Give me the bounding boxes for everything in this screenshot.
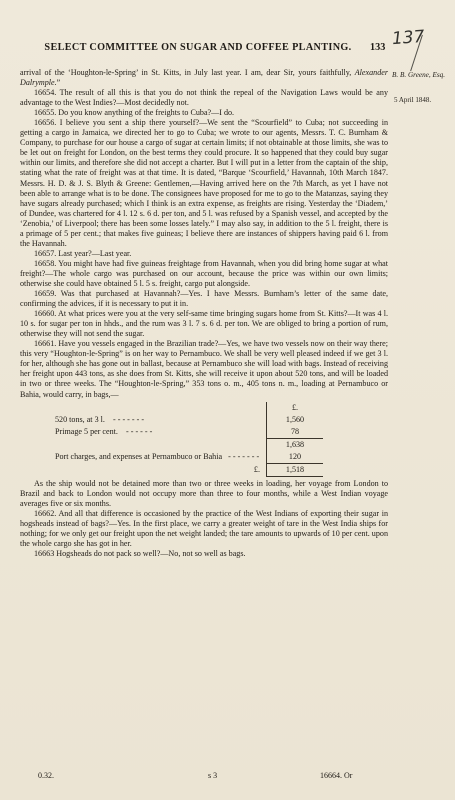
footer-catchword: 16664. Or [320, 771, 353, 780]
page-number: 133 [370, 42, 386, 53]
evidence-text [20, 68, 388, 559]
question-16655: 16655. Do you know anything of the freights to Cuba?—I do. [34, 108, 235, 118]
leader-dots: - - - - - - - [228, 452, 260, 462]
table-row [55, 451, 323, 464]
row-label: Port charges, and expenses at Pernambuco or Bahia [55, 452, 223, 462]
question-16654: 16654. The result of all this is that you do not think the repeal of the Navigation Laws would be any advantage to the West Indies?—Most decidedly not. [20, 88, 388, 108]
leader-dots: - - - - - - - [113, 414, 145, 424]
row-amount: 78 [267, 426, 324, 439]
paragraph-continued [20, 68, 388, 88]
leader-dots: - - - - - - [126, 427, 153, 437]
row-amount: 1,560 [267, 414, 324, 426]
paragraph-text: arrival of the ‘Houghton-le-Spring’ in St. Kitts, in July last year. I am, dear Sir, yours faithfully, [20, 68, 355, 77]
footer-sheet-mark: 0.32. [38, 771, 54, 780]
total-amount: 1,518 [267, 463, 324, 476]
currency-header: £. [267, 402, 324, 414]
subtotal-amount: 1,638 [267, 438, 324, 451]
running-header: SELECT COMMITTEE ON SUGAR AND COFFEE PLANTING. [44, 42, 352, 53]
question-16656: 16656. I believe you sent a ship there yourself?—We sent the “Scourfield” to Cuba; not succeeding in getting a cargo in Jamaica, we directed her to go to Cuba; we wrote to our agents, Messrs. T. C. Burnham & Company, to purchase for our house a cargo of sugar at certain limits; if not obtainable at those limits, she was to be let out on freight for London, on the best terms they could procure. It so happened that they could buy sugar within our limits, and therefore she did not accept a charter. But I will put in a letter from the captain of the ship, stating what the rate of freight was at that time. It is dated, “Barque ‘Scourfield,’ Havannah, 10th March 1847. Messrs. H. D. & J. S. Blyth & Greene: Gentlemen,—Having arrived here on the 7th March, as yet I have not been able to arrange what is to be done. The consignees have proposed for me to go to the Matanzas, saying they have sugars already purchased; which I think is an extra expense, as freights are rising. Yesterday the ‘Diadem,’ of Dundee, was chartered for 4 l. 12 s. 6 d. per ton, and 5 l. was refused by a Spanish vessel, and accepted by the ‘Zenobia,’ of Liverpool; there has been some losses lately.” I may also say, in addition to the 5 l. freight, there is a primage of 5 per cent.; that makes five guineas; I believe there are instances of shippers having paid 6 l. from the Havannah. [20, 118, 388, 248]
table-row [55, 438, 323, 451]
question-16663: 16663 Hogsheads do not pack so well?—No, not so well as bags. [34, 548, 246, 558]
question-16660: 16660. At what prices were you at the very self-same time bringing sugars home from St. Kitts?—It was 4 l. 10 s. for sugar per ton in hhds., and the rum was 3 l. 7 s. 6 d. per ton. We are obliged to bring a portion of rum, otherwise they will not send the sugar. [20, 309, 388, 339]
table-row [55, 426, 323, 439]
total-currency: £. [253, 465, 260, 475]
question-16661: 16661. Have you vessels engaged in the Brazilian trade?—Yes, we have two vessels now on their way there; this very “Houghton-le-Spring” is on her way to Pernambuco. We shall be very well pleased indeed if we get 3 l. for her, although she has gone out in ballast, because at Pernambuco she will load with bags. Instead of receiving her freight upon 443 tons, as she does from St. Kitts, she will receive it upon about 520 tons, and will be loaded in two or three weeks. The “Houghton-le-Spring,” 353 tons o. m., 405 tons n. m., loading at Pernambuco or Bahia, would carry, in bags,— [20, 339, 388, 399]
question-16662: 16662. And all that difference is occasioned by the practice of the West Indians of exporting their sugar in hogsheads instead of bags?—Yes. In the first place, we carry a greater weight of tare in the West India ships for nothing; for we only get our freight upon the net weight landed; the tare amounts to upwards of 10 per cent. upon the whole cargo she has got in her. [20, 508, 388, 548]
signature: Alexander Dalrymple. [20, 68, 388, 88]
question-16657: 16657. Last year?—Last year. [34, 248, 132, 258]
handwritten-folio-number: 137 [391, 26, 426, 50]
question-16658: 16658. You might have had five guineas freightage from Havannah, when you did bring home sugar at what freight?—The whole cargo was purchased on our account, because the price was within our own limits; otherwise she could have obtained 5 l. 5 s. freight, cargo put alongside. [20, 258, 388, 288]
row-amount: 120 [267, 451, 324, 464]
margin-date: 5 April 1848. [394, 96, 432, 104]
row-label: 520 tons, at 3 l. [55, 414, 105, 424]
margin-witness-name: B. B. Greene, Esq. [392, 71, 446, 79]
paragraph-voyage-note: As the ship would not be detained more than two or three weeks in loading, her voyage from London to Brazil and back to London would not occupy more than three to four months, while a West Indian voyage averages five or six months. [20, 478, 388, 508]
table-row [55, 414, 323, 426]
table-row [55, 463, 323, 476]
footer-signature-mark: s 3 [208, 771, 218, 780]
closing-quote: ” [56, 78, 61, 88]
row-label: Primage 5 per cent. [55, 427, 118, 437]
question-16659: 16659. Was that purchased at Havannah?—Yes. I have Messrs. Burnham’s letter of the same date, confirming the advices, if it is necessary to put it in. [20, 289, 388, 309]
freight-calculation-table [55, 402, 323, 477]
table-row [55, 402, 323, 414]
